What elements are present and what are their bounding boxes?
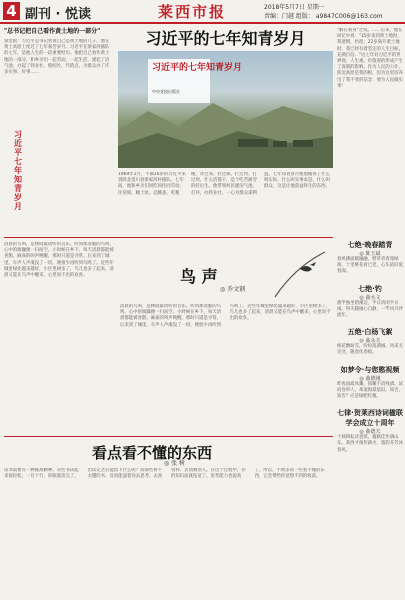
issue-date: 2018年5月7日 星期一 (264, 4, 325, 11)
poem-lines: 渔竿独坐碧溪边，半日清闲半日闲。得失随缘心自静，一竿风月伴流年。 (337, 300, 403, 319)
lead-quote-block (4, 28, 112, 124)
book-cover-publisher: 中央党校出版社 (152, 89, 180, 94)
poem-author: ◎ 曲水文 (359, 294, 381, 301)
main-article-photo (118, 51, 333, 168)
poem-4 (337, 365, 403, 401)
bird-article-header (120, 242, 333, 302)
poem-2 (337, 284, 403, 320)
section-title: 副刊 · 悦读 (25, 7, 91, 22)
poem-column (337, 240, 403, 454)
page-header (0, 0, 405, 22)
page-number: 4 (3, 2, 20, 20)
bird-illustration-icon (270, 247, 330, 302)
read-article-author: ◎ 张 树 (164, 460, 186, 467)
poem-3 (337, 327, 403, 356)
lead-quote-title: "总书记把自己看作黄土地的一部分" (4, 28, 101, 35)
newspaper-brand: 莱西市报 (158, 3, 227, 21)
poem-5 (337, 408, 403, 454)
poem-lines: 春风拂面暖融融，野草青青漫绿荫。十里桃花看已老，心头依旧爱春深。 (337, 257, 403, 275)
poem-author: ◎ 曲德刚 (359, 375, 381, 382)
book-cover-title: 习近平的七年知青岁月 (152, 63, 243, 73)
main-article-header (118, 30, 333, 48)
lead-quote-body: 梁金银：习近平总书记曾说自己是黄土地的儿子，他在黄土高原上度过了七年艰苦岁月。习近平在梁家河插队的七年，是他人生的一段重要经历。他把自己看作黄土地的一部分，和乡亲们一起劳动、一起生活，建起了沼气池，办起了铁业社、缝纫社、代销点，为群众办了许多实事、好事…… (4, 39, 110, 76)
right-column-text: "解在我身"之说。……后来，他在回忆中说："15岁来到黄土地时，我迷惘、彷徨；22岁离开黄土地时，我已经有着坚定的人生目标，充满自信。"这七年对习近平的世界观、人生观、价值观的形成产生了深刻的影响。作为人民的公仆，陕北高原是我的根，因为这里培养出了我不变的信念：要为人民做实事！ (337, 28, 403, 89)
poem-lines: 杨花飘如雪，纷纷落满城。风来无定处，随意化春痕。 (337, 344, 403, 356)
poem-author: ◎ 曲永夫 (359, 338, 381, 345)
poem-title: 五绝·白杨飞絮 (347, 328, 393, 337)
poem-author: ◎ 陈玉斌 (359, 251, 381, 257)
header-rule (0, 22, 405, 24)
bird-article-body-right: 清晨的鸟叫，是林间最动听的音乐。听到那清脆的鸟鸣，心中的烦躁便一扫而空。小时候在乡下，每天清晨都能被喜鹊、麻雀的叫声唤醒，那时只道是寻常。后来到了城里，车声人声淹没了一切，便很少再听到鸟鸣了。近些年城里绿化越来越好，小区里树多了，鸟儿也多了起来，清晨又能在鸟声中醒来，心里说不出的欢喜。 (120, 304, 331, 328)
read-article-body: 读书需要有一种挑战精神。有些书读起来很轻松，一目十行，转眼就读完了，但读完之后能留下什么呢？而那些看不太懂的书，反而能逼着你去思考、去查资料、去请教别人。在这个过程中，你的知识面就拓宽了，思考能力也提高了。所以，不妨多读一些看不懂的东西，它会带给你意想不到的收获。 (4, 468, 325, 480)
bird-article-title: 鸟 声 (180, 267, 218, 286)
bird-article-author: ◎ 乔文钢 (220, 286, 246, 293)
read-article-header (4, 440, 333, 466)
poem-author: ◎ 曲德夫 (359, 429, 381, 436)
main-article-body: 1969年1月，不满16岁的习近平来到陕北延川县梁家河村插队。七年间，他和乡亲们同吃同住同劳动，住窑洞、睡土炕、忍跳蚤、吃粗粮，背过粪、拉过煤、拦过河、打过坝，什么活都干，是个吃苦耐劳的好后生。他带领村民建沼气池、打井、办铁业社，一心为群众谋利益。七年知青岁月使他懂得了什么叫实际、什么叫实事求是、什么叫群众，这是让他获益终生的东西。 (118, 172, 330, 196)
main-article-title: 习近平的七年知青岁月 (145, 29, 306, 48)
editor-info (264, 11, 383, 20)
poem-lines: 十载耕耘诗意浓，楹联佳作满山东。莱西才俊传薪火，墨韵芬芳沐春风。 (337, 435, 403, 453)
poem-title: 七绝·钓 (358, 284, 382, 293)
read-article-title: 看点看不懂的东西 (92, 444, 213, 462)
bird-article-body-left: 清晨的鸟叫，是林间最动听的音乐。听到那清脆的鸟鸣，心中的烦躁便一扫而空。小时候在乡下，每天清晨都能被喜鹊、麻雀的叫声唤醒，那时只道是寻常。后来到了城里，车声人声淹没了一切，便很少再听到鸟鸣了。近些年城里绿化越来越好，小区里树多了，鸟儿也多了起来，清晨又能在鸟声中醒来，心里说不出的欢喜。 (4, 242, 114, 279)
poem-1 (337, 240, 403, 276)
section-divider (4, 436, 333, 437)
editor-email: a9847C006@163.com (315, 13, 383, 20)
vertical-title: 习近平七年知青岁月 (14, 130, 22, 211)
poem-title: 如梦令·与您憨视频 (340, 365, 400, 374)
poem-lines: 昨夜雨疏风骤，浓睡不消残酒。试问卷帘人，却道海棠依旧。知否，知否？应是绿肥红瘦。 (337, 381, 403, 400)
section-divider (4, 237, 333, 238)
editor-credit: 责编：门越 组版： (264, 13, 314, 20)
poem-title: 七绝·晚春踏青 (347, 241, 393, 249)
poem-title: 七律·贺莱西诗词楹联学会成立十周年 (337, 409, 403, 428)
